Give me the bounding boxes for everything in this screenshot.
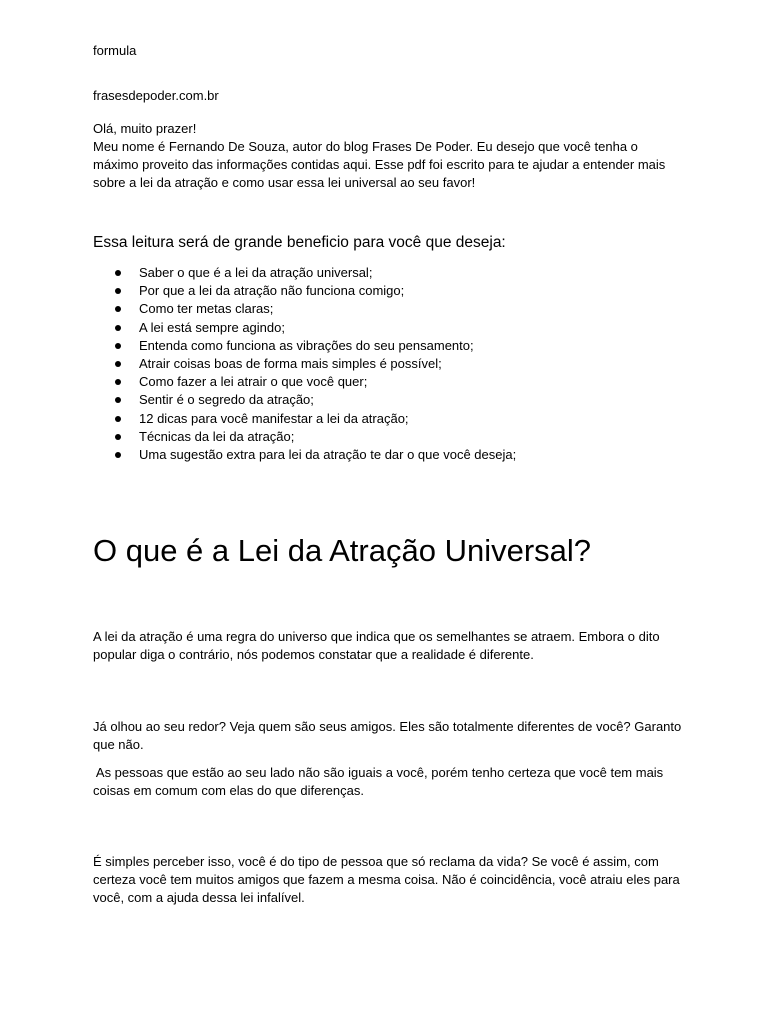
body-paragraph	[93, 628, 693, 664]
list-item	[113, 264, 516, 282]
intro-line: Olá, muito prazer!	[93, 121, 197, 136]
paragraph-line: As pessoas que estão ao seu lado não são iguais a você, porém tenho certeza que você tem mais	[93, 765, 664, 780]
paragraph-line: que não.	[93, 737, 144, 752]
paragraph-line: popular diga o contrário, nós podemos constatar que a realidade é diferente.	[93, 647, 534, 662]
bullet-icon	[115, 416, 121, 422]
list-item	[113, 410, 516, 428]
bullet-icon	[115, 379, 121, 385]
bullet-icon	[115, 397, 121, 403]
list-item	[113, 337, 516, 355]
bullet-icon	[115, 434, 121, 440]
list-item	[113, 319, 516, 337]
paragraph-line: você, com a ajuda dessa lei infalível.	[93, 890, 305, 905]
list-item-text: Atrair coisas boas de forma mais simples é possível;	[139, 356, 442, 372]
paragraph-line: É simples perceber isso, você é do tipo de pessoa que só reclama da vida? Se você é assim, com	[93, 854, 659, 869]
list-item-text: Entenda como funciona as vibrações do seu pensamento;	[139, 337, 474, 353]
list-item-text: Como ter metas claras;	[139, 301, 274, 317]
bullet-icon	[115, 325, 121, 331]
list-item-text: Técnicas da lei da atração;	[139, 428, 295, 444]
list-item	[113, 355, 516, 373]
bullet-icon	[115, 361, 121, 367]
bullet-icon	[115, 306, 121, 312]
bullet-icon	[115, 452, 121, 458]
list-item-text: 12 dicas para você manifestar a lei da atração;	[139, 410, 409, 426]
list-item-text: Como fazer a lei atrair o que você quer;	[139, 374, 368, 390]
intro-paragraph	[93, 120, 693, 192]
intro-line: sobre a lei da atração e como usar essa lei universal ao seu favor!	[93, 175, 476, 190]
list-item	[113, 373, 516, 391]
benefits-heading: Essa leitura será de grande beneficio para você que deseja:	[93, 234, 506, 251]
paragraph-line: coisas em comum com elas do que diferenças.	[93, 783, 364, 798]
body-paragraph	[93, 853, 693, 907]
list-item-text: Uma sugestão extra para lei da atração te dar o que você deseja;	[139, 447, 517, 463]
body-paragraph	[93, 718, 693, 754]
list-item-text: A lei está sempre agindo;	[139, 319, 285, 335]
top-label: formula	[93, 43, 137, 58]
list-item	[113, 300, 516, 318]
list-item-text: Saber o que é a lei da atração universal;	[139, 265, 373, 280]
list-item-text: Sentir é o segredo da atração;	[139, 392, 314, 408]
list-item	[113, 282, 516, 300]
list-item	[113, 446, 516, 464]
paragraph-line: Já olhou ao seu redor? Veja quem são seus amigos. Eles são totalmente diferentes de você? Garanto	[93, 719, 682, 734]
bullet-icon	[115, 288, 121, 294]
bullet-icon	[115, 270, 121, 276]
site-url: frasesdepoder.com.br	[93, 88, 219, 103]
list-item	[113, 428, 516, 446]
list-item	[113, 391, 516, 409]
section-title: O que é a Lei da Atração Universal?	[93, 533, 592, 568]
intro-line: Meu nome é Fernando De Souza, autor do blog Frases De Poder. Eu desejo que você tenha o	[93, 139, 638, 154]
bullet-icon	[115, 343, 121, 349]
body-paragraph	[93, 764, 693, 800]
paragraph-line: A lei da atração é uma regra do universo que indica que os semelhantes se atraem. Embora o dito	[93, 629, 660, 644]
list-item-text: Por que a lei da atração não funciona comigo;	[139, 283, 405, 299]
paragraph-line: certeza você tem muitos amigos que fazem a mesma coisa. Não é coincidência, você atraiu eles para	[93, 872, 680, 887]
intro-line: máximo proveito das informações contidas aqui. Esse pdf foi escrito para te ajudar a entender mais	[93, 157, 666, 172]
benefits-list	[113, 264, 516, 464]
